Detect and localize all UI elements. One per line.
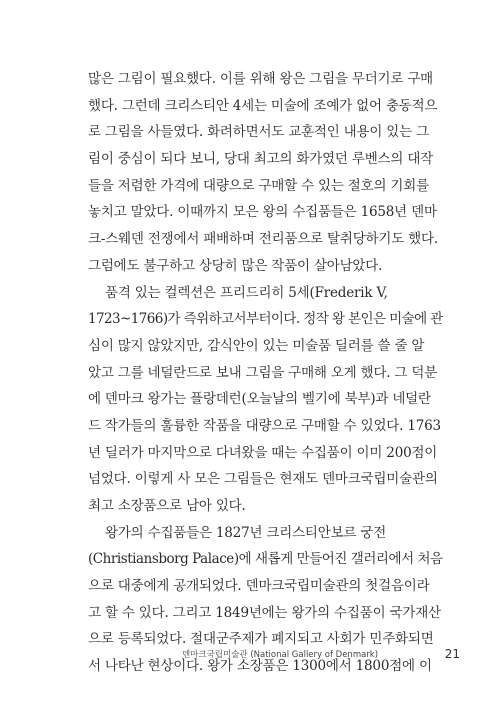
text-line: 넘었다. 이렇게 사 모은 그림들은 현재도 덴마크국립미술관의 (88, 471, 438, 488)
text-line: 최고 소장품으로 남아 있다. (88, 498, 246, 514)
text-line: 에 덴마크 왕가는 플랑데런(오늘날의 벨기에 북부)과 네덜란 (88, 391, 431, 408)
text-line: 서 나타난 현상이다. 왕가 소장품은 1300에서 1800점에 이 (88, 658, 432, 675)
running-footer-title: 덴마크국립미술관 (National Gallery of Denmark) (181, 650, 379, 660)
text-line: 년 딜러가 마지막으로 다녀왔을 때는 수집품이 이미 200점이 (88, 444, 438, 461)
text-line: 놓치고 말았다. 이때까지 모은 왕의 수집품들은 1658년 덴마 (88, 204, 437, 221)
text-line: 크-스웨덴 전쟁에서 패배하며 전리품으로 탈취당하기도 했다. (88, 231, 438, 248)
text-line: 림이 중심이 되다 보니, 당대 최고의 화가였던 루벤스의 대작 (88, 151, 434, 168)
text-line: 심이 많지 않았지만, 감식안이 있는 미술품 딜러를 쓸 줄 알 (88, 337, 425, 354)
text-line: 으로 등록되었다. 절대군주제가 폐지되고 사회가 민주화되면 (88, 631, 434, 648)
paragraph-first-line: 왕가의 수집품들은 1827년 크리스티안보르 궁전 (105, 524, 387, 541)
text-line: 많은 그림이 필요했다. 이를 위해 왕은 그림을 무더기로 구매 (88, 71, 434, 87)
text-line: 했다. 그런데 크리스티안 4세는 미술에 조예가 없어 충동적으 (88, 97, 438, 114)
text-line: (Christiansborg Palace)에 새롭게 만들어진 갤러리에서 처음 (88, 551, 443, 568)
text-line: 으로 대중에게 공개되었다. 덴마크국립미술관의 첫걸음이라 (88, 578, 430, 595)
page-footer (0, 648, 500, 668)
text-line: 고 할 수 있다. 그리고 1849년에는 왕가의 수집품이 국가재산 (88, 604, 441, 621)
text-line: 드 작가들의 훌륭한 작품을 대량으로 구매할 수 있었다. 1763 (88, 417, 441, 434)
text-line: 로 그림을 사들였다. 화려하면서도 교훈적인 내용이 있는 그 (88, 124, 429, 141)
paragraph-first-line: 품격 있는 컬렉션은 프리드리히 5세(Frederik V, (105, 284, 388, 301)
body-text (88, 66, 443, 680)
text-line: 았고 그를 네덜란드로 보내 그림을 구매해 오게 했다. 그 덕분 (88, 364, 438, 381)
text-line: 1723~1766)가 즉위하고서부터이다. 정작 왕 본인은 미술에 관 (88, 311, 443, 328)
page-number: 21 (444, 647, 460, 661)
text-line: 들을 저렴한 가격에 대량으로 구매할 수 있는 절호의 기회를 (88, 177, 429, 194)
text-line: 그럼에도 불구하고 상당히 많은 작품이 살아남았다. (88, 257, 383, 274)
